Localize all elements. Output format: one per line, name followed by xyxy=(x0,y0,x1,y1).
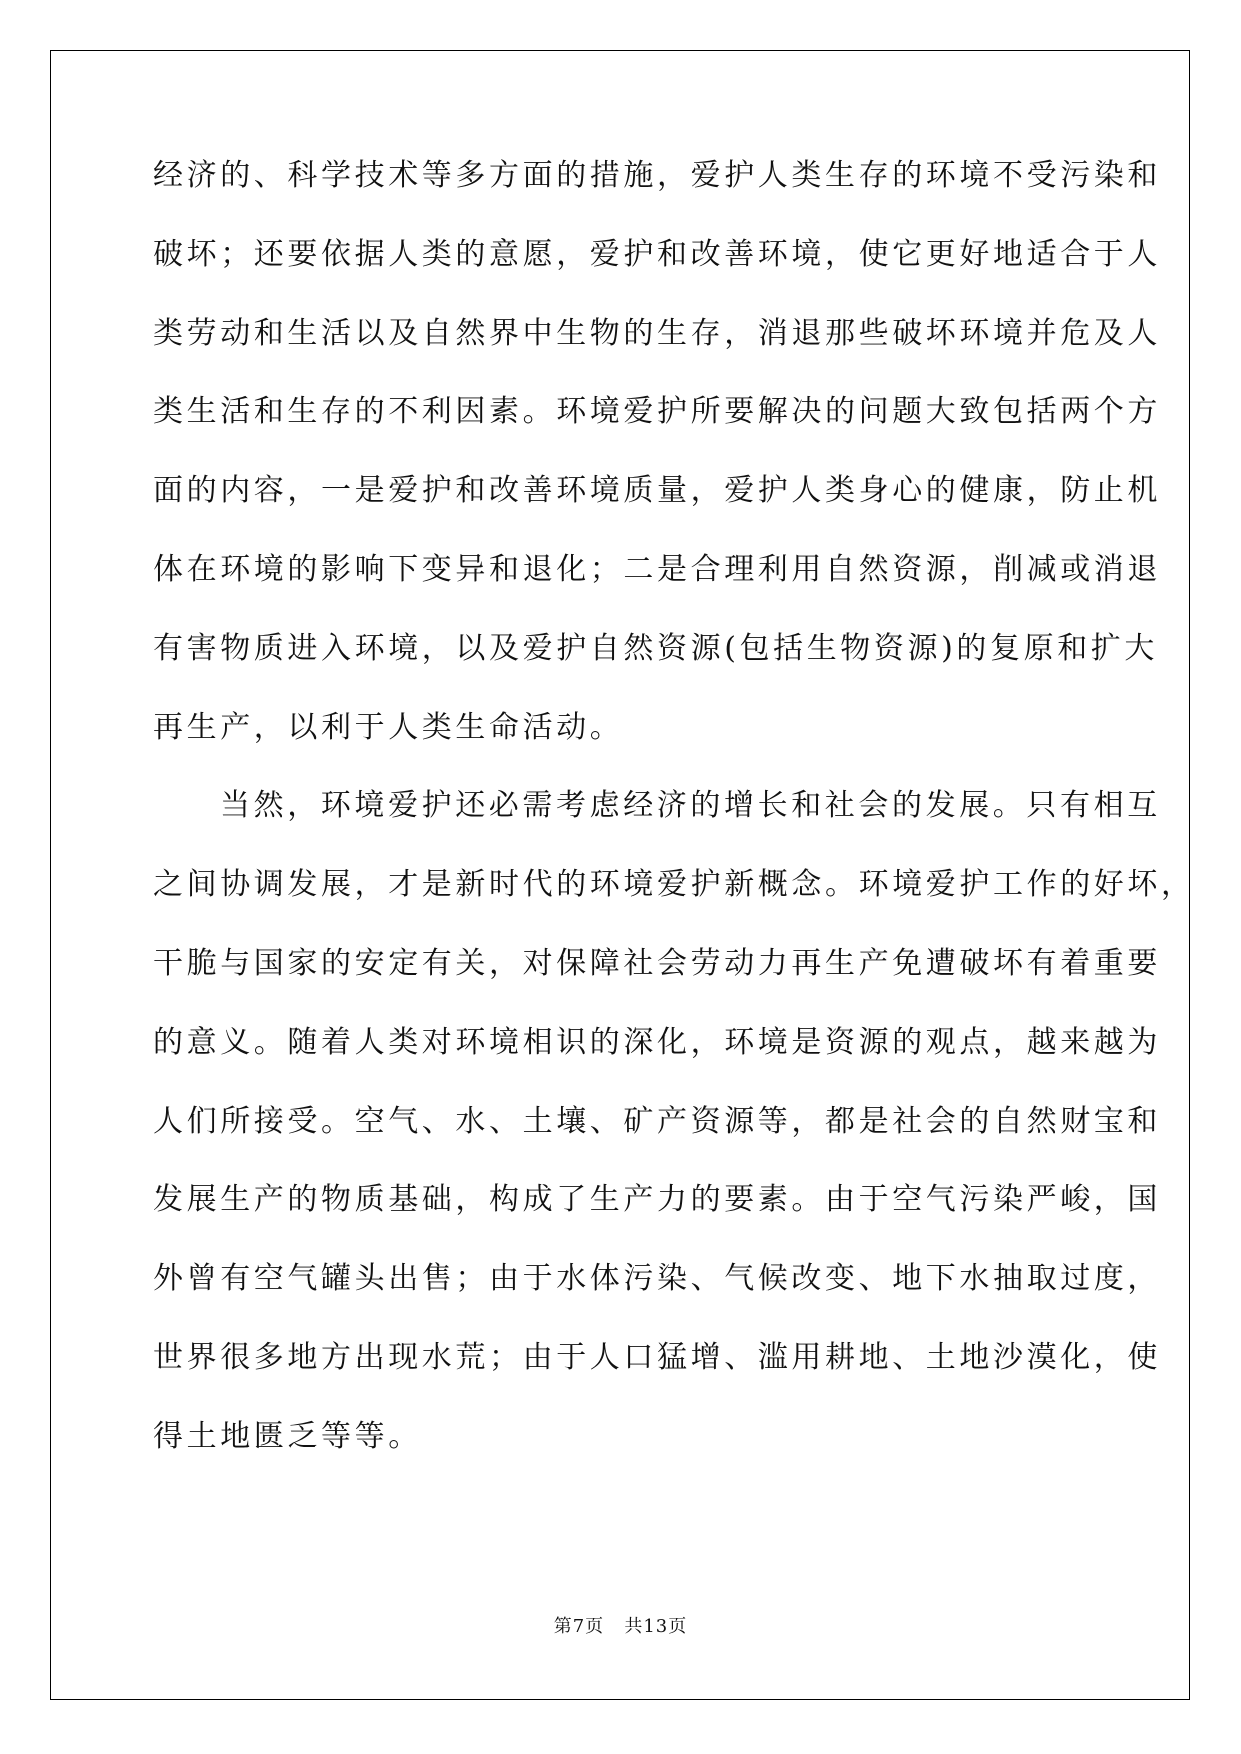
text-line: 破坏；还要依据人类的意愿，爱护和改善环境，使它更好地适合于人 xyxy=(153,236,1161,272)
text-line: 体在环境的影响下变异和退化；二是合理利用自然资源，削减或消退 xyxy=(153,551,1161,587)
text-line: 外曾有空气罐头出售；由于水体污染、气候改变、地下水抽取过度， xyxy=(153,1261,1161,1297)
document-body xyxy=(153,158,1195,1498)
text-line: 再生产，以利于人类生命活动。 xyxy=(153,709,624,745)
page-total: 共13页 xyxy=(624,1616,688,1637)
text-line: 之间协调发展，才是新时代的环境爱护新概念。环境爱护工作的好坏， xyxy=(153,867,1195,903)
text-line: 有害物质进入环境，以及爱护自然资源(包括生物资源)的复原和扩大 xyxy=(153,630,1159,666)
page-footer xyxy=(0,1612,1241,1638)
paragraph-2 xyxy=(153,788,1195,1497)
text-line: 干脆与国家的安定有关，对保障社会劳动力再生产免遭破坏有着重要 xyxy=(153,945,1161,981)
page-number: 第7页 xyxy=(553,1616,605,1637)
text-line: 得土地匮乏等等。 xyxy=(153,1418,422,1454)
text-line: 经济的、科学技术等多方面的措施，爱护人类生存的环境不受污染和 xyxy=(153,158,1161,193)
paragraph-1 xyxy=(153,158,1161,788)
text-line: 类生活和生存的不利因素。环境爱护所要解决的问题大致包括两个方 xyxy=(153,394,1161,430)
text-line: 的意义。随着人类对环境相识的深化，环境是资源的观点，越来越为 xyxy=(153,1024,1161,1060)
text-line: 世界很多地方出现水荒；由于人口猛增、滥用耕地、土地沙漠化，使 xyxy=(153,1339,1161,1375)
text-line: 人们所接受。空气、水、土壤、矿产资源等，都是社会的自然财宝和 xyxy=(153,1103,1161,1139)
text-line-indented: 当然，环境爱护还必需考虑经济的增长和社会的发展。只有相互 xyxy=(220,788,1161,824)
text-line: 发展生产的物质基础，构成了生产力的要素。由于空气污染严峻，国 xyxy=(153,1182,1161,1218)
text-line: 面的内容，一是爱护和改善环境质量，爱护人类身心的健康，防止机 xyxy=(153,473,1161,509)
text-line: 类劳动和生活以及自然界中生物的生存，消退那些破坏环境并危及人 xyxy=(153,315,1161,351)
